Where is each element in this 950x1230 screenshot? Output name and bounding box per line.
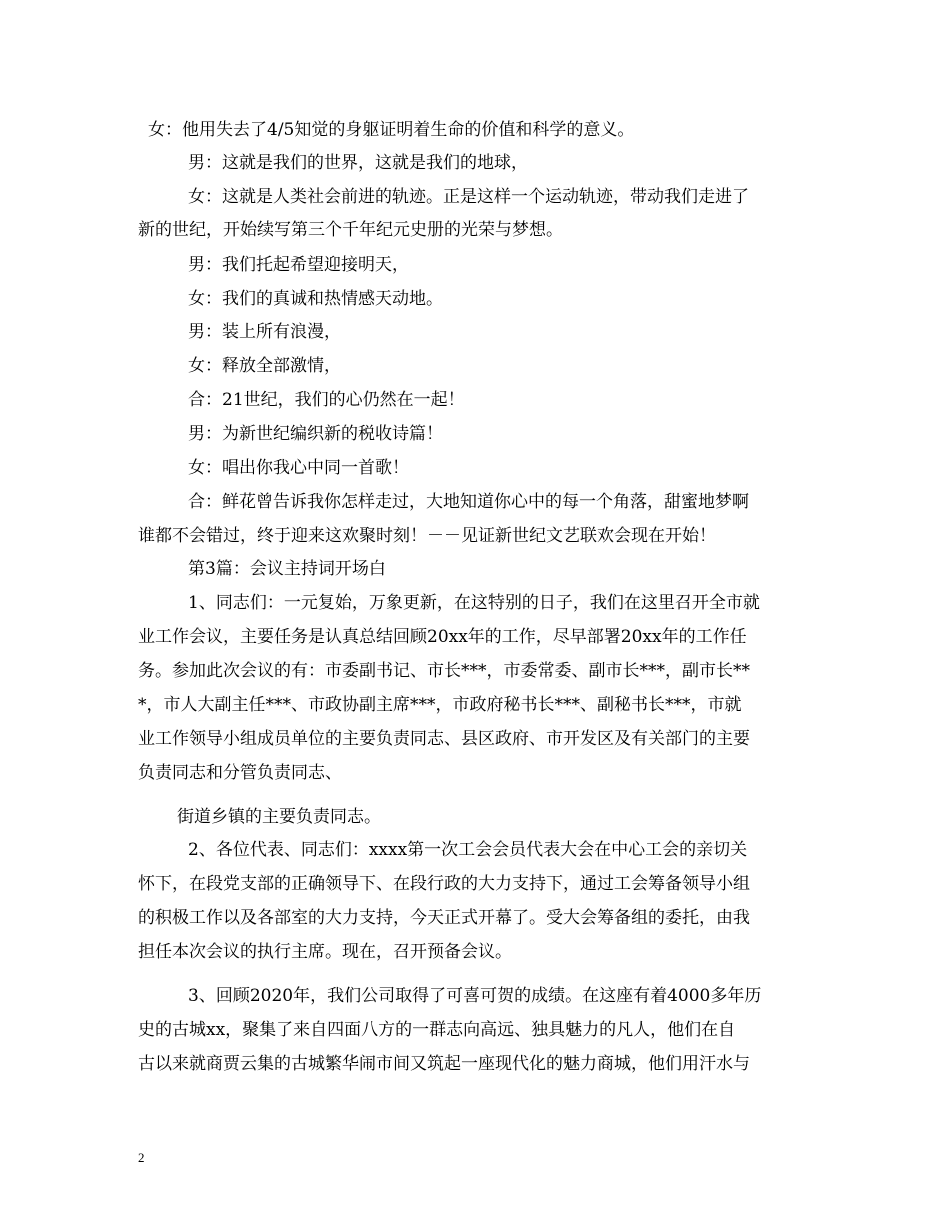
text-line: 男：装上所有浪漫， (188, 322, 341, 342)
text-line: 业工作会议，主要任务是认真总结回顾20xx年的工作，尽早部署20xx年的工作任 (138, 627, 747, 647)
text-line: 女：这就是人类社会前进的轨迹。正是这样一个运动轨迹，带动我们走进了 (188, 187, 749, 207)
text-line: 女：他用失去了4/5知觉的身躯证明着生命的价值和科学的意义。 (148, 120, 635, 140)
text-line: 3、回顾2020年，我们公司取得了可喜可贺的成绩。在这座有着4000多年历 (188, 986, 762, 1006)
text-line: *，市人大副主任***、市政协副主席***，市政府秘书长***、副秘书长***，市就 (138, 695, 742, 715)
text-line: 合：21世纪，我们的心仍然在一起！ (188, 390, 465, 410)
section-heading: 第3篇：会议主持词开场白 (188, 559, 386, 579)
text-line: 女：我们的真诚和热情感天动地。 (188, 289, 443, 309)
text-line: 女：释放全部激情， (188, 356, 341, 376)
text-line: 业工作领导小组成员单位的主要负责同志、县区政府、市开发区及有关部门的主要 (138, 729, 750, 749)
text-line: 男：我们托起希望迎接明天， (188, 255, 409, 275)
text-line: 负责同志和分管负责同志、 (138, 763, 342, 783)
text-line: 女：唱出你我心中同一首歌！ (188, 458, 409, 478)
text-line: 谁都不会错过，终于迎来这欢聚时刻！－－见证新世纪文艺联欢会现在开始！ (138, 526, 716, 546)
text-line: 古以来就商贾云集的古城繁华闹市间又筑起一座现代化的魅力商城，他们用汗水与 (138, 1054, 750, 1074)
text-line: 史的古城xx，聚集了来自四面八方的一群志向高远、独具魅力的凡人，他们在自 (138, 1020, 736, 1040)
page-number: 2 (138, 1150, 145, 1165)
text-line: 合：鲜花曾告诉我你怎样走过，大地知道你心中的每一个角落，甜蜜地梦啊 (188, 492, 749, 512)
text-line: 男：这就是我们的世界，这就是我们的地球， (188, 153, 528, 173)
text-line: 1、同志们：一元复始，万象更新，在这特别的日子，我们在这里召开全市就 (188, 593, 760, 613)
text-line: 担任本次会议的执行主席。现在，召开预备会议。 (138, 942, 512, 962)
text-line: 街道乡镇的主要负责同志。 (177, 807, 381, 827)
text-line: 2、各位代表、同志们：xxxx第一次工会会员代表大会在中心工会的亲切关 (188, 840, 748, 860)
text-line: 怀下，在段党支部的正确领导下、在段行政的大力支持下，通过工会筹备领导小组 (138, 874, 750, 894)
text-line: 的积极工作以及各部室的大力支持，今天正式开幕了。受大会筹备组的委托，由我 (138, 908, 750, 928)
text-line: 男：为新世纪编织新的税收诗篇！ (188, 424, 443, 444)
text-line: 新的世纪，开始续写第三个千年纪元史册的光荣与梦想。 (138, 220, 563, 240)
text-line: 务。参加此次会议的有：市委副书记、市长***，市委常委、副市长***，副市长** (138, 661, 750, 681)
